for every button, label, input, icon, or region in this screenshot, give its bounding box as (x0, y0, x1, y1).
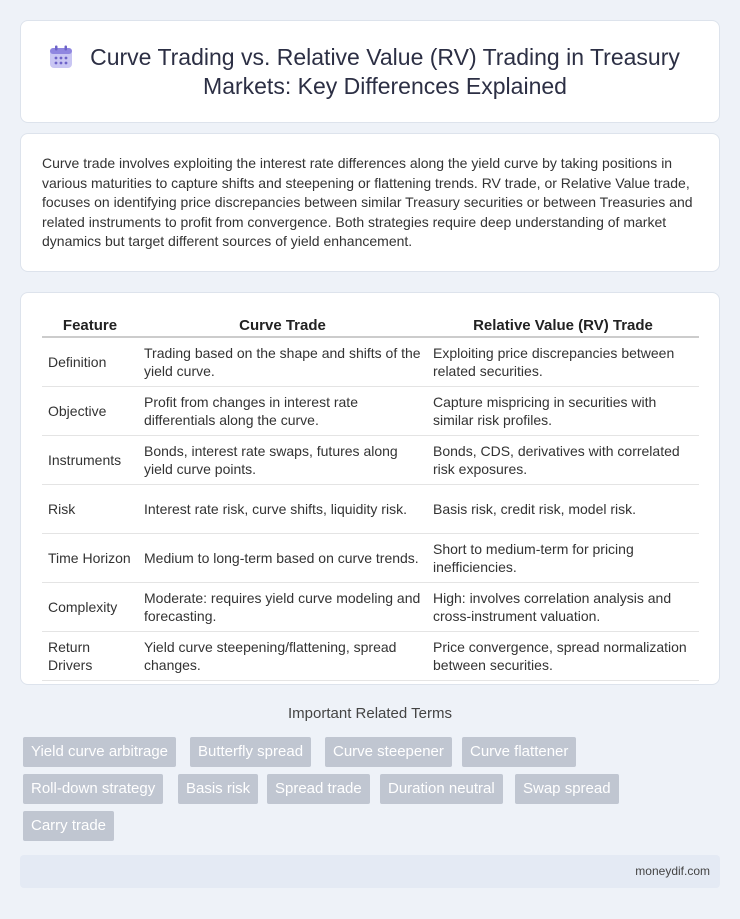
row-curve: Profit from changes in interest rate differentials along the curve. (138, 386, 427, 435)
table-row (42, 582, 699, 631)
page-title: Curve Trading vs. Relative Value (RV) Trading in Treasury Markets: Key Differences Explained (90, 44, 680, 99)
intro-card (20, 133, 720, 272)
intro-paragraph: Curve trade involves exploiting the interest rate differences along the yield curve by taking positions in various maturities to capture shifts and steepening or flattening trends. RV trade, or Relative Value trade, focuses on identifying price discrepancies between similar Treasury securities or between Treasuries and related instruments to profit from convergence. Both strategies require deep understanding of market dynamics but target different sources of yield enhancement. (42, 155, 693, 249)
row-rv: Basis risk, credit risk, model risk. (427, 484, 699, 533)
comparison-table (42, 315, 699, 681)
table-row (42, 484, 699, 533)
footer (20, 855, 720, 888)
row-rv: Bonds, CDS, derivatives with correlated risk exposures. (427, 435, 699, 484)
table-row (42, 435, 699, 484)
row-feature: Instruments (42, 435, 138, 484)
tag-carry-trade[interactable]: Carry trade (23, 811, 114, 841)
table-row (42, 533, 699, 582)
column-header-feature: Feature (42, 315, 138, 337)
row-rv: Exploiting price discrepancies between related securities. (427, 337, 699, 386)
row-curve: Trading based on the shape and shifts of the yield curve. (138, 337, 427, 386)
tag-curve-steepener[interactable]: Curve steepener (325, 737, 452, 767)
row-rv: Price convergence, spread normalization between securities. (427, 631, 699, 680)
row-feature: Complexity (42, 582, 138, 631)
tag-butterfly-spread[interactable]: Butterfly spread (190, 737, 311, 767)
tag-curve-flattener[interactable]: Curve flattener (462, 737, 576, 767)
tag-roll-down-strategy[interactable]: Roll-down strategy (23, 774, 163, 804)
tag-duration-neutral[interactable]: Duration neutral (380, 774, 503, 804)
table-header-row (42, 315, 699, 337)
tag-basis-risk[interactable]: Basis risk (178, 774, 258, 804)
table-row (42, 386, 699, 435)
tag-swap-spread[interactable]: Swap spread (515, 774, 619, 804)
tag-spread-trade[interactable]: Spread trade (267, 774, 370, 804)
comparison-card (20, 292, 720, 685)
row-rv: Short to medium-term for pricing inefficiencies. (427, 533, 699, 582)
related-terms-heading: Important Related Terms (288, 705, 452, 722)
table-row (42, 631, 699, 680)
row-feature: Risk (42, 484, 138, 533)
row-curve: Interest rate risk, curve shifts, liquidity risk. (138, 484, 427, 533)
row-curve: Bonds, interest rate swaps, futures along yield curve points. (138, 435, 427, 484)
row-feature: Objective (42, 386, 138, 435)
column-header-curve: Curve Trade (138, 315, 427, 337)
row-feature: Time Horizon (42, 533, 138, 582)
row-curve: Medium to long-term based on curve trends. (138, 533, 427, 582)
row-feature: Definition (42, 337, 138, 386)
table-row (42, 337, 699, 386)
row-rv: High: involves correlation analysis and cross-instrument valuation. (427, 582, 699, 631)
column-header-rv: Relative Value (RV) Trade (427, 315, 699, 337)
row-feature: Return Drivers (42, 631, 138, 680)
tag-yield-curve-arbitrage[interactable]: Yield curve arbitrage (23, 737, 176, 767)
row-curve: Moderate: requires yield curve modeling and forecasting. (138, 582, 427, 631)
title-card (20, 20, 720, 123)
footer-site-name[interactable]: moneydif.com (635, 864, 710, 878)
row-rv: Capture mispricing in securities with similar risk profiles. (427, 386, 699, 435)
row-curve: Yield curve steepening/flattening, spread changes. (138, 631, 427, 680)
